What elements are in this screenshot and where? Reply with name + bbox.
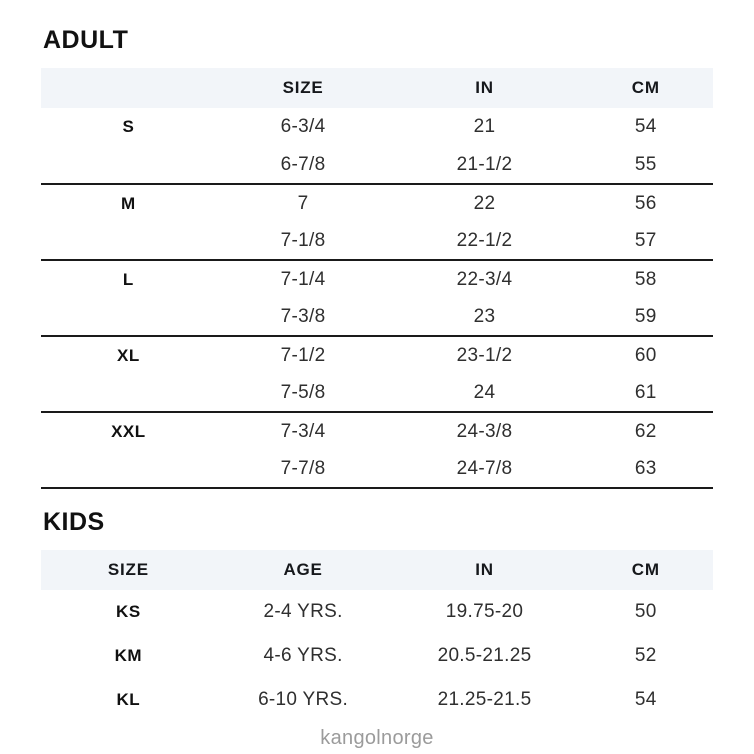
table-row (41, 184, 713, 222)
column-header-in: IN (390, 68, 578, 108)
adult-section-title: ADULT (43, 26, 129, 54)
table-cell: 21 (473, 116, 496, 137)
size-group-label: KL (116, 690, 141, 709)
size-group-label: XXL (111, 421, 146, 441)
adult-table-header (41, 68, 713, 108)
table-row (41, 336, 713, 374)
header-row (41, 550, 713, 590)
table-cell: 21.25-21.5 (437, 689, 532, 710)
table-cell: 58 (634, 268, 657, 290)
column-header-in: IN (390, 550, 578, 590)
table-cell: 7-1/8 (216, 222, 391, 260)
table-cell: 56 (634, 192, 657, 214)
table-cell: 52 (634, 645, 657, 666)
adult-table-body (41, 108, 713, 488)
table-row (41, 374, 713, 412)
table-cell: 2-4 YRS. (263, 601, 343, 622)
table-cell: 61 (579, 374, 713, 412)
table-row (41, 222, 713, 260)
table-cell: 60 (634, 344, 657, 366)
table-row (41, 590, 713, 634)
table-row (41, 298, 713, 336)
column-header-size: SIZE (41, 550, 216, 590)
table-cell: 50 (634, 601, 657, 622)
size-group-label: M (121, 193, 136, 213)
size-group-label (41, 222, 216, 260)
table-cell: 62 (634, 420, 657, 442)
table-cell: 23-1/2 (456, 344, 513, 366)
table-row (41, 146, 713, 184)
column-header-cm: CM (579, 68, 713, 108)
size-group-label: KM (114, 646, 143, 665)
kids-table-body (41, 590, 713, 722)
table-cell: 63 (579, 450, 713, 488)
watermark-text: kangolnorge (320, 727, 434, 749)
column-header-age: AGE (216, 550, 391, 590)
column-header-blank (41, 68, 216, 108)
table-cell: 20.5-21.25 (437, 645, 532, 666)
table-cell: 7-1/2 (280, 344, 326, 366)
size-group-label: S (122, 117, 135, 136)
table-cell: 6-10 YRS. (258, 689, 349, 710)
adult-size-table (41, 68, 713, 489)
table-cell: 23 (390, 298, 578, 336)
table-row (41, 634, 713, 678)
table-cell: 7-5/8 (216, 374, 391, 412)
table-cell: 6-3/4 (280, 116, 326, 137)
table-cell: 54 (634, 689, 657, 710)
size-group-label: L (122, 269, 134, 289)
table-cell: 7-3/8 (216, 298, 391, 336)
table-cell: 7-7/8 (216, 450, 391, 488)
table-cell: 4-6 YRS. (263, 645, 343, 666)
table-cell: 22-1/2 (390, 222, 578, 260)
table-row (41, 678, 713, 722)
column-header-size: SIZE (216, 68, 391, 108)
table-cell: 21-1/2 (390, 146, 578, 184)
kids-section-title: KIDS (43, 508, 105, 536)
table-cell: 7 (297, 192, 309, 214)
table-cell: 24-7/8 (390, 450, 578, 488)
size-group-label (41, 146, 216, 184)
header-row (41, 68, 713, 108)
table-row (41, 412, 713, 450)
table-cell: 22 (473, 192, 496, 214)
table-row (41, 108, 713, 146)
table-cell: 7-3/4 (280, 420, 326, 442)
table-cell: 6-7/8 (216, 146, 391, 184)
table-row (41, 260, 713, 298)
table-cell: 59 (579, 298, 713, 336)
size-group-label (41, 374, 216, 412)
table-row (41, 450, 713, 488)
table-cell: 57 (579, 222, 713, 260)
table-cell: 7-1/4 (280, 268, 326, 290)
table-cell: 24-3/8 (456, 420, 513, 442)
table-cell: 54 (634, 116, 657, 137)
column-header-cm: CM (579, 550, 713, 590)
kids-size-table (41, 550, 713, 722)
kids-table-header (41, 550, 713, 590)
table-cell: 19.75-20 (445, 601, 524, 622)
size-group-label: KS (116, 602, 141, 621)
size-group-label (41, 450, 216, 488)
table-cell: 22-3/4 (456, 268, 513, 290)
table-cell: 55 (579, 146, 713, 184)
size-group-label: XL (116, 345, 140, 365)
table-cell: 24 (390, 374, 578, 412)
size-group-label (41, 298, 216, 336)
